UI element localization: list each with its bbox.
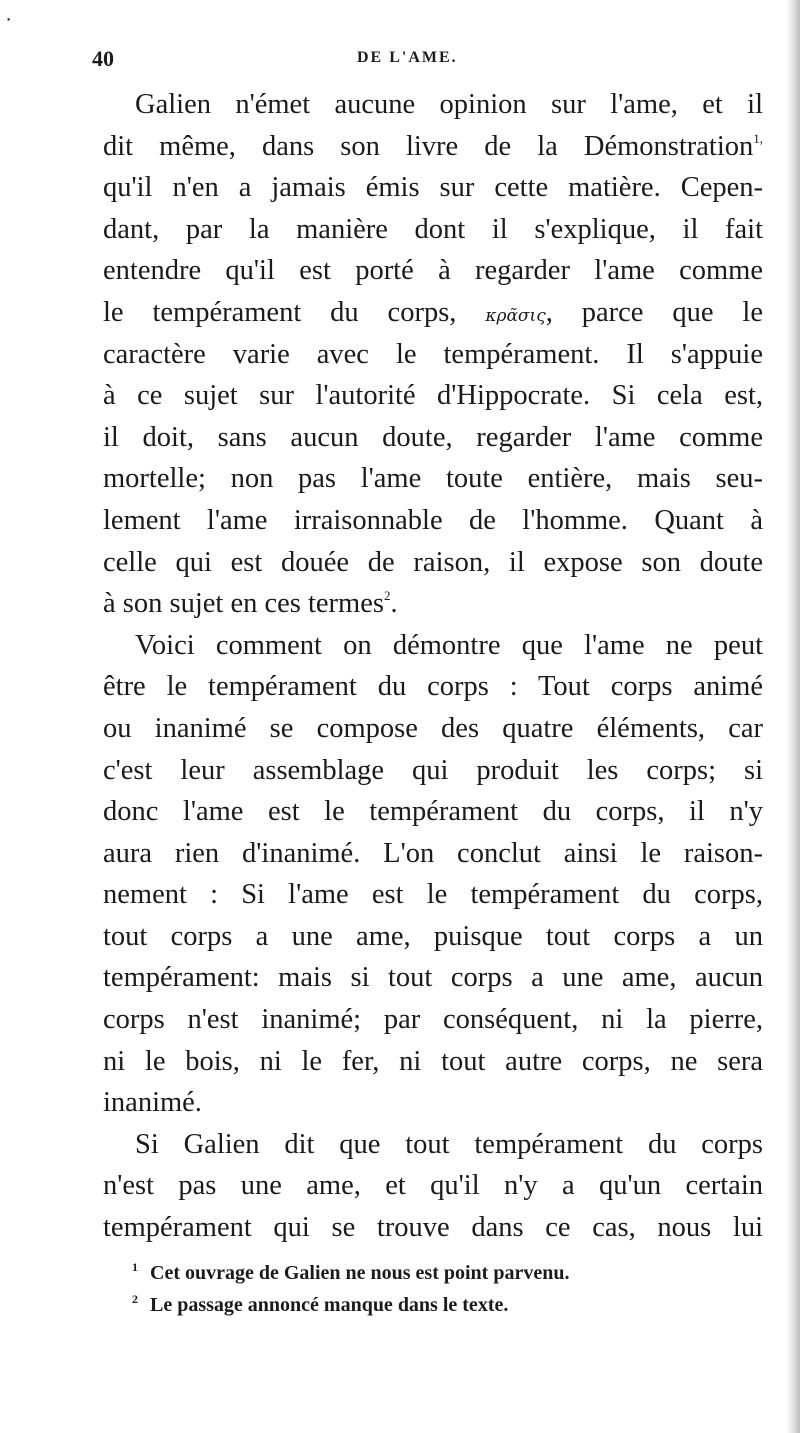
text-line: ou inanimé se compose des quatre éléments, car xyxy=(103,712,763,744)
text-line: à ce sujet sur l'autorité d'Hippocrate. Si cela est, xyxy=(103,380,763,412)
text-line: lement l'ame irraisonnable de l'homme. Quant à xyxy=(103,504,763,536)
text-line-tail: , parce que le xyxy=(545,296,763,328)
footnote-text: Cet ouvrage de Galien ne nous est point parvenu. xyxy=(150,1262,570,1284)
footnote-ref: 1, xyxy=(753,130,763,146)
text-line xyxy=(103,292,763,334)
text-line: qu'il n'en a jamais émis sur cette matière. Cepen- xyxy=(103,172,763,204)
greek-word: κρᾶσις xyxy=(485,305,546,326)
footnote xyxy=(132,1257,692,1289)
text-line: donc l'ame est le tempérament du corps, il n'y xyxy=(103,796,763,828)
text-line-content: à son sujet en ces termes xyxy=(103,588,384,620)
text-line-content: dit même, dans son livre de la Démonstration xyxy=(103,130,754,162)
text-line: mortelle; non pas l'ame toute entière, mais seu- xyxy=(103,463,763,495)
text-line xyxy=(103,126,763,168)
page-edge-shadow xyxy=(786,0,800,1433)
text-line: inanimé. xyxy=(103,1087,202,1119)
scan-speck: • xyxy=(6,16,12,26)
text-line: tempérament qui se trouve dans ce cas, nous lui xyxy=(103,1212,763,1244)
text-line: Voici comment on démontre que l'ame ne peut xyxy=(135,629,763,661)
running-head: DE L'AME. xyxy=(357,49,458,66)
text-line: aura rien d'inanimé. L'on conclut ainsi le raison- xyxy=(103,837,763,869)
text-line: il doit, sans aucun doute, regarder l'ame comme xyxy=(103,421,763,453)
text-line: tempérament: mais si tout corps a une ame, aucun xyxy=(103,962,763,994)
text-line: être le tempérament du corps : Tout corps animé xyxy=(103,671,763,703)
text-line-content: le tempérament du corps, xyxy=(103,296,457,328)
text-line: celle qui est douée de raison, il expose son doute xyxy=(103,546,763,578)
text-line xyxy=(103,583,763,625)
footnote-mark: 1 xyxy=(132,1260,138,1274)
text-line: n'est pas une ame, et qu'il n'y a qu'un certain xyxy=(103,1170,763,1202)
body-text xyxy=(103,84,763,1249)
footnote xyxy=(132,1289,692,1321)
text-line: nement : Si l'ame est le tempérament du corps, xyxy=(103,879,763,911)
text-line: tout corps a une ame, puisque tout corps a un xyxy=(103,920,763,952)
footnote-mark: 2 xyxy=(132,1292,138,1306)
text-line: Si Galien dit que tout tempérament du corps xyxy=(135,1128,763,1160)
footnote-ref: 2 xyxy=(383,588,391,604)
text-line: c'est leur assemblage qui produit les corps; si xyxy=(103,754,763,786)
text-line: ni le bois, ni le fer, ni tout autre corps, ne sera xyxy=(103,1045,763,1077)
text-line: caractère varie avec le tempérament. Il s'appuie xyxy=(103,338,763,370)
page-header xyxy=(92,46,762,80)
text-line: dant, par la manière dont il s'explique, il fait xyxy=(103,213,763,245)
footnote-text: Le passage annoncé manque dans le texte. xyxy=(150,1294,509,1316)
text-line-tail: . xyxy=(390,588,398,620)
footnotes xyxy=(132,1257,692,1321)
page-number: 40 xyxy=(92,46,114,71)
text-line: corps n'est inanimé; par conséquent, ni la pierre, xyxy=(103,1004,763,1036)
text-line: entendre qu'il est porté à regarder l'ame comme xyxy=(103,255,763,287)
text-line: Galien n'émet aucune opinion sur l'ame, et il xyxy=(135,89,763,120)
